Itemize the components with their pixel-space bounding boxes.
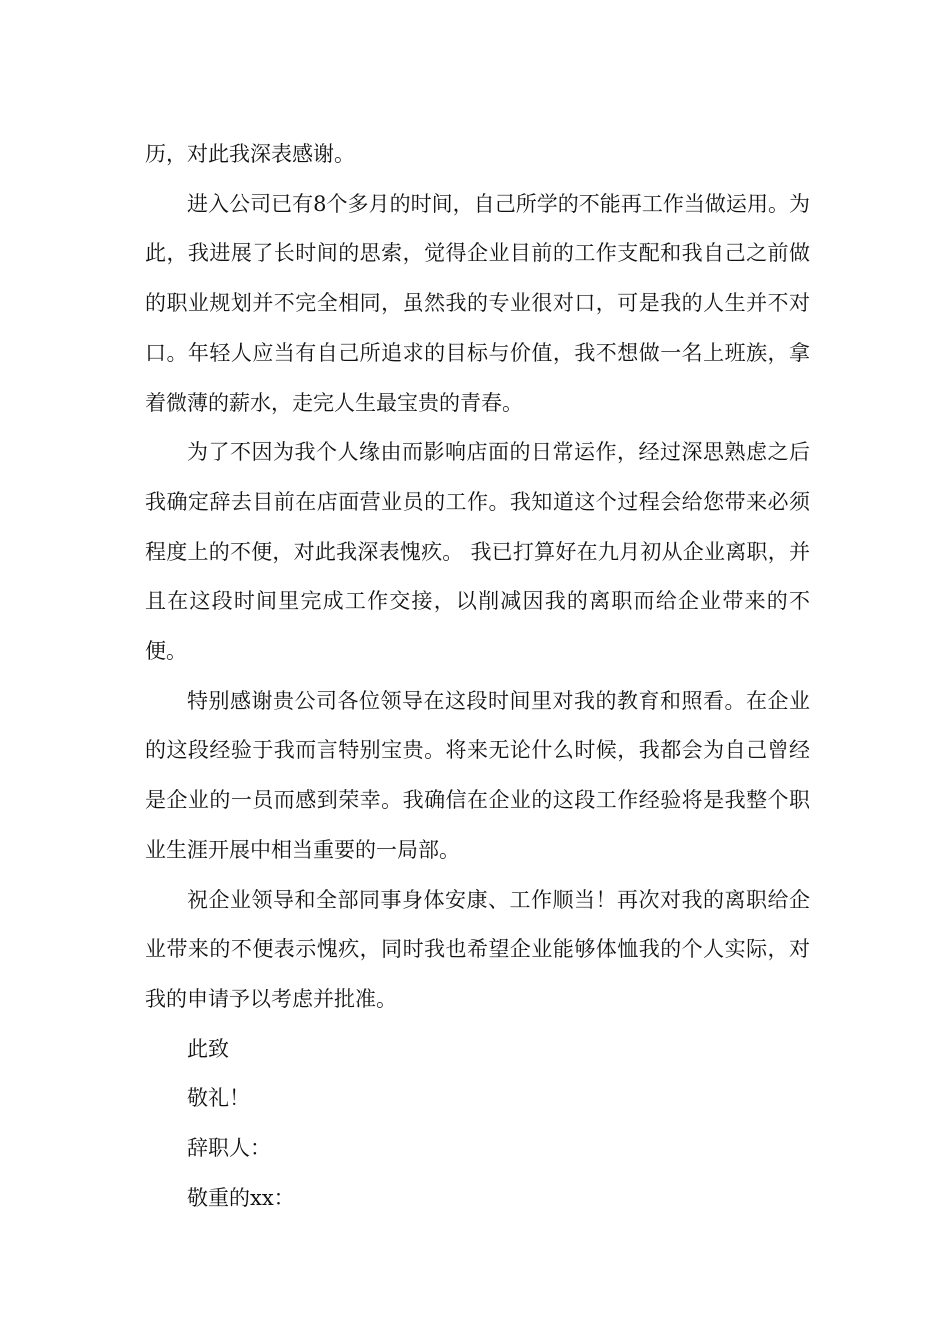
paragraph-decision: 为了不因为我个人缘由而影响店面的日常运作，经过深思熟虑之后我确定辞去目前在店面营业员的工作。我知道这个过程会给您带来必须程度上的不便，对此我深表愧疚。 我已打算好在九月初从企业离职，并且在这段时间里完成工作交接，以削减因我的离职而给企业带来的不便。 [145,440,810,664]
paragraph-reason: 进入公司已有8个多月的时间，自己所学的不能再工作当做运用。为此，我进展了长时间的思索，觉得企业目前的工作支配和我自己之前做的职业规划并不完全相同，虽然我的专业很对口，可是我的人生并不对口。年轻人应当有自己所追求的目标与价值，我不想做一名上班族，拿着微薄的薪水，走完人生最宝贵的青春。 [145,191,810,415]
signature-label: 辞职人： [187,1136,271,1161]
paragraph-continuation: 历，对此我深表感谢。 [145,142,355,166]
paragraph-wishes: 祝企业领导和全部同事身体安康、工作顺当！再次对我的离职给企业带来的不便表示愧疚，同时我也希望企业能够体恤我的个人实际，对我的申请予以考虑并批准。 [145,887,810,1011]
salutation-line: 敬重的xx： [187,1185,295,1210]
closing-cizhi: 此致 [187,1036,229,1061]
closing-jingli: 敬礼！ [187,1086,250,1111]
letter-body [145,130,810,1223]
paragraph-thanks: 特别感谢贵公司各位领导在这段时间里对我的教育和照看。在企业的这段经验于我而言特别宝贵。将来无论什么时候，我都会为自己曾经是企业的一员而感到荣幸。我确信在企业的这段工作经验将是我整个职业生涯开展中相当重要的一局部。 [145,688,810,862]
